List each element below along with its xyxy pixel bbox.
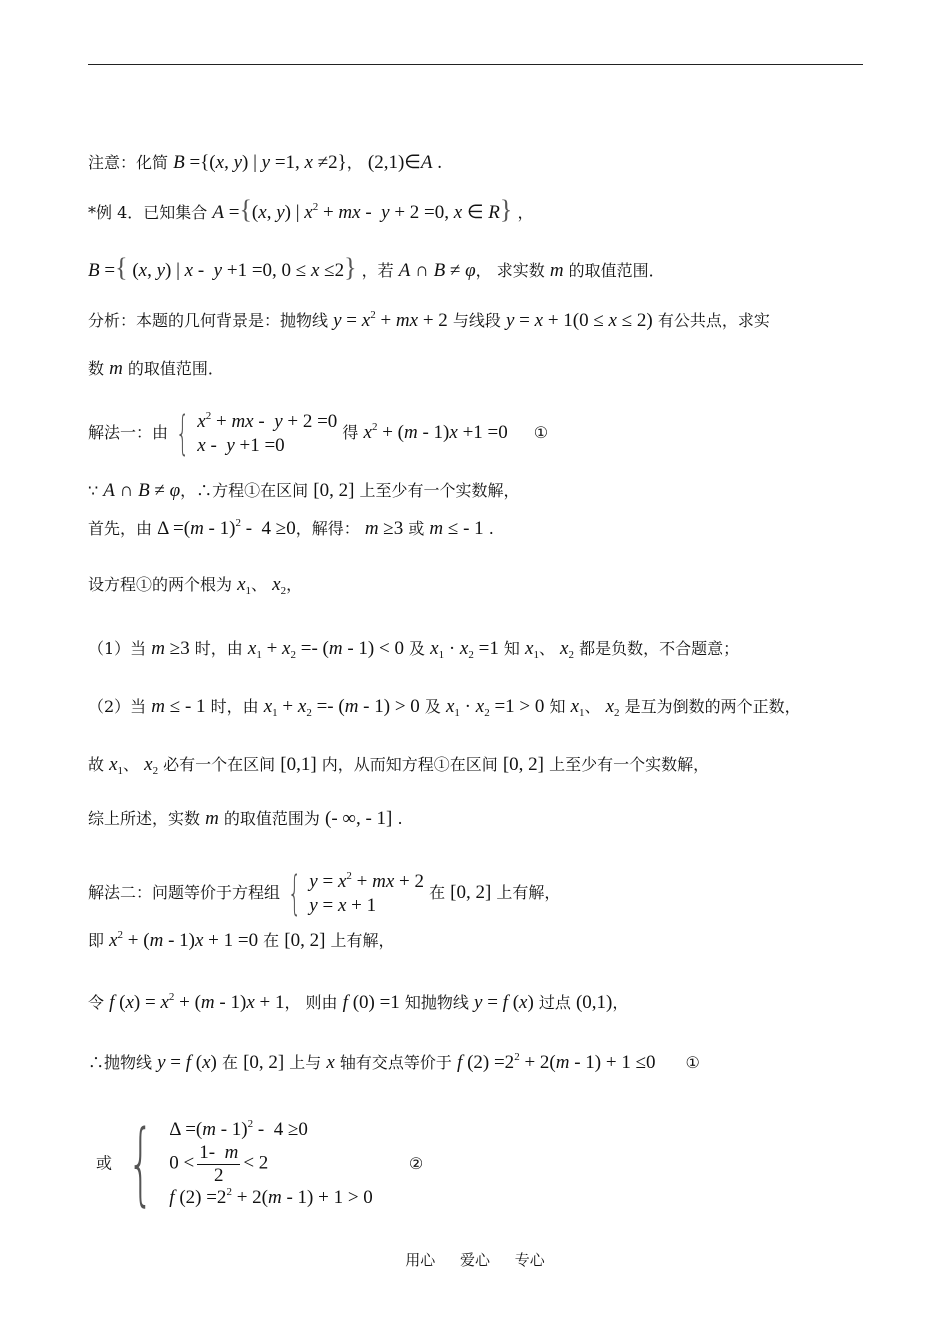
set-b-line: B ={ (x, y) | x - y +1 =0, 0 ≤ x ≤2} ，若 A ∩ B ≠ φ， 求实数 m 的取值范围．	[88, 253, 665, 282]
discriminant-line: 首先，由 Δ =(m - 1)$^2$ - 4 ≥0，解得： m ≥3 或 m ≤ - 1 .	[88, 517, 494, 539]
roots-line: 设方程①的两个根为 $x_1$、 $x_2$，	[88, 574, 303, 597]
case-2-line: （2）当 m ≤ - 1 时，由 $x_1 + x_2 =- (m - 1) > 0$ 及 $x_1 \cdot x_2 =1 > 0$ 知 $x_1$、 $x_2$ 是互为倒数的两个正数，	[88, 696, 801, 719]
header-rule	[88, 64, 863, 65]
analysis-line: 分析：本题的几何背景是：抛物线 $y = x^2$ + mx + 2 与线段 y = x + 1(0 ≤ x ≤ 2) 有公共点，求实	[88, 309, 770, 331]
therefore-line: 故 $x_1$、 $x_2$ 必有一个在区间 [0,1] 内，从而知方程①在区间 [0, 2] 上至少有一个实数解，	[88, 754, 710, 777]
footer-text-3: 专心	[514, 1251, 545, 1269]
footer-text-2: 爱心	[459, 1251, 490, 1269]
conclusion-line: 综上所述，实数 m 的取值范围为 (- ∞, - 1] .	[88, 808, 403, 829]
parabola-line: ∴抛物线 y = f (x) 在 [0, 2] 上与 x 轴有交点等价于 f $(2) =2^2 + 2(m - 1) + 1 \le 0$ ①	[88, 1051, 700, 1073]
equivalent-line: 即 $x^2 + (m - 1)x + 1 =0$ 在 [0, 2] 上有解，	[88, 929, 395, 951]
note-line: 注意：化简 B ={(x, y) | y =1, x ≠2}， (2,1)∈A .	[88, 152, 442, 173]
page-footer	[0, 1249, 950, 1270]
example-4-line: *例 4．已知集合 A ={(x, y) | $x^2$ + mx - y + 2 =0, x ∈ R} ，	[88, 195, 534, 224]
since-line: ∵ A ∩ B ≠ φ，∴方程①在区间 [0, 2] 上至少有一个实数解，	[88, 480, 520, 501]
solution-1-line: 解法一：由 { $x^2$ + mx - y + 2 =0 x - y +1 =0 得 $x^2 + (m - 1)x +1 =0$ ①	[88, 406, 549, 460]
or-system-line: 或 { Δ =(m - 1)$^2$ - 4 ≥0 0 < $\frac{1- m}{2}$ < 2 f $(2) =2^2 + 2(m - 1) + 1 > 0$ ②	[96, 1111, 424, 1216]
case-1-line: （1）当 m ≥3 时，由 $x_1 + x_2 =- (m - 1) < 0$ 及 $x_1 \cdot x_2 =1$ 知 $x_1$、 $x_2$ 都是负数，不合题意；	[88, 638, 740, 661]
footer-text-1: 用心	[405, 1251, 436, 1269]
analysis-line-2: 数 m 的取值范围．	[88, 358, 224, 379]
solution-2-line: 解法二：问题等价于方程组 { $y = x^2$ + mx + 2 y = x + 1 在 [0, 2] 上有解，	[88, 866, 561, 920]
let-f-line: 令 f $(x) = x^2 + (m - 1)x + 1$， 则由 f (0) =1 知抛物线 y = f (x) 过点 (0,1)，	[88, 991, 629, 1013]
